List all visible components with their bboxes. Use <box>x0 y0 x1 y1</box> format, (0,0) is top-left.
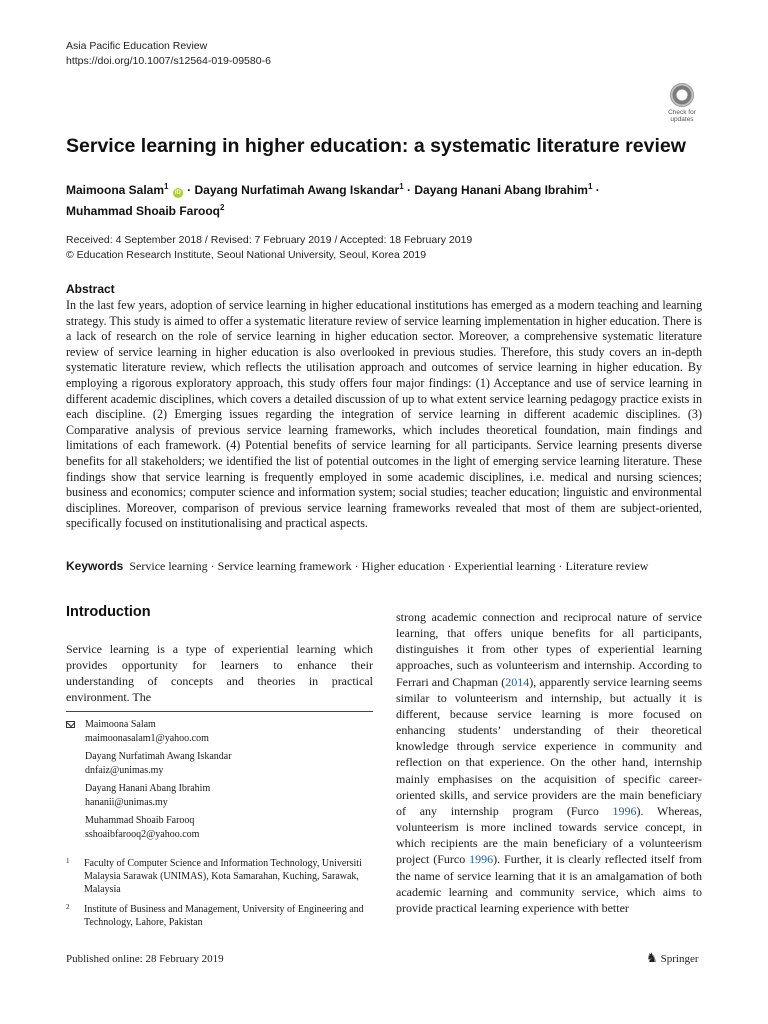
citation-link[interactable]: 1996 <box>612 803 637 818</box>
contact-email[interactable]: maimoonasalam1@yahoo.com <box>85 732 209 744</box>
affiliation-entry <box>66 903 366 929</box>
contact-email[interactable]: sshoaibfarooq2@yahoo.com <box>85 828 200 840</box>
keywords <box>66 558 702 574</box>
crossmark-label: Check for updates <box>668 109 696 123</box>
crossmark-icon <box>670 83 694 107</box>
contact-email[interactable]: hananii@unimas.my <box>85 796 168 808</box>
contact-name: Muhammad Shoaib Farooq <box>85 815 195 826</box>
corresponding-contacts <box>66 718 366 846</box>
abstract-text: In the last few years, adoption of service learning in higher educational institutions has emerged as a modern teaching and learning strategy. This study is aimed to offer a systematic literature review of service learning implementation in higher education. There is a lack of research on the role of service learning in higher education sector. Moreover, a comprehensive systematic literature review of service learning in higher education is also overlooked in previous studies. Therefore, this study covers an in-depth systematic literature review, which reflects the utilisation approach and outcomes of service learning in higher education. By employing a rigorous exploratory approach, this study offers four major findings: (1) Acceptance and use of service learning in different academic disciplines, which covers a detailed discussion of up to what extent service learning pedagogy practice exists in each discipline. (2) Emerging issues regarding the integration of service learning in different academic disciplines. (3) Comparative analysis of previous service learning frameworks, which includes theoretical foundation, main findings and limitations of each framework. (4) Potential benefits of service learning for all participants. Service learning presents diverse benefits for all stakeholders; we identified the list of potential outcomes in the light of emerging service learning literature. These findings show that service learning is frequently employed in some academic disciplines, i.e. medical and nursing sciences; business and economics; computer science and information system; social studies; teacher education; linguistic and environmental disciplines. Moreover, comparison of previous service learning frameworks revealed that most of them are subject-oriented, specifically focused on institutionalising and practical aspects. <box>66 298 702 531</box>
affiliation-text: Institute of Business and Management, University of Engineering and Technology, Lahore, Pakistan <box>84 903 364 928</box>
abstract-heading: Abstract <box>66 282 115 296</box>
citation-link[interactable]: 2014 <box>505 674 530 689</box>
footnote-divider <box>66 711 373 712</box>
publisher-logo[interactable] <box>646 950 699 966</box>
affiliations <box>66 857 366 935</box>
keywords-list: Service learning · Service learning framework · Higher education · Experiential learning · Literature review <box>129 559 649 573</box>
journal-name: Asia Pacific Education Review <box>66 40 208 52</box>
envelope-icon <box>66 721 75 728</box>
introduction-heading: Introduction <box>66 604 151 620</box>
publication-dates <box>66 233 696 263</box>
check-for-updates-badge[interactable] <box>662 83 702 125</box>
doi-link[interactable]: https://doi.org/10.1007/s12564-019-09580-6 <box>66 55 271 67</box>
contact-entry <box>66 750 366 777</box>
contact-entry <box>66 718 366 745</box>
contact-name: Dayang Nurfatimah Awang Iskandar <box>85 751 232 762</box>
affiliation-number: 2 <box>66 902 70 911</box>
author-list: Maimoona Salam$^1$ iD · Dayang Nurfatimah Awang Iskandar$^1$ · Dayang Hanani Abang Ibrahim$^1$ · Muhammad Shoaib Farooq$^2$ <box>66 182 600 218</box>
contact-name: Maimoona Salam <box>85 719 156 730</box>
author-name[interactable]: Dayang Hanani Abang Ibrahim <box>414 183 588 197</box>
springer-horse-icon: ♞ <box>646 950 658 965</box>
contact-entry <box>66 814 366 841</box>
affiliation-number: 1 <box>66 857 70 865</box>
keywords-label: Keywords <box>66 559 124 573</box>
author-name[interactable]: Maimoona Salam <box>66 183 165 197</box>
published-online: Published online: 28 February 2019 <box>66 953 224 965</box>
contact-name: Dayang Hanani Abang Ibrahim <box>85 783 211 794</box>
affiliation-text: Faculty of Computer Science and Information Technology, Universiti Malaysia Sarawak (UNIMAS), Kota Samarahan, Kuching, Sarawak, Malaysia <box>84 858 362 896</box>
contact-entry <box>66 782 366 809</box>
citation-link[interactable]: 1996 <box>469 852 494 867</box>
copyright-line: © Education Research Institute, Seoul National University, Seoul, Korea 2019 <box>66 249 427 261</box>
contact-email[interactable]: dnfaiz@unimas.my <box>85 764 164 776</box>
introduction-col1: Service learning is a type of experiential learning which provides opportunity for learners to enhance their understanding of concepts and theories in practical environment. The <box>66 642 373 705</box>
affiliation-entry <box>66 857 366 897</box>
date-history: Received: 4 September 2018 / Revised: 7 February 2019 / Accepted: 18 February 2019 <box>66 234 473 246</box>
journal-header <box>66 39 271 69</box>
publisher-name: Springer <box>660 953 699 965</box>
author-name[interactable]: Dayang Nurfatimah Awang Iskandar <box>194 183 400 197</box>
author-name[interactable]: Muhammad Shoaib Farooq <box>66 204 221 218</box>
paper-title: Service learning in higher education: a systematic literature review <box>66 135 686 157</box>
orcid-icon[interactable]: iD <box>174 190 181 196</box>
introduction-col2: strong academic connection and reciprocal nature of service learning, that offers unique benefits for all participants, distinguishes it from other types of experiential learning approaches, such as volunteerism and internship. According to Ferrari and Chapman (2014), apparently service learning seems similar to volunteerism and internship, but actually it is different, because service learning is more focused on enhancing students’ understanding of their theoretical knowledge through service experience in community and reflection on that experience. On the other hand, internship mainly emphasises on the acquisition of specific career-oriented skills, and service providers are the main beneficiary of any internship program (Furco 1996). Whereas, volunteerism is more inclined towards service concept, in which recipients are the main beneficiary of a volunteerism project (Furco 1996). Further, it is clearly reflected itself from the name of service learning that it is an amalgamation of both academic learning and community service, which aims to provide practical learning experience with better <box>396 610 702 915</box>
